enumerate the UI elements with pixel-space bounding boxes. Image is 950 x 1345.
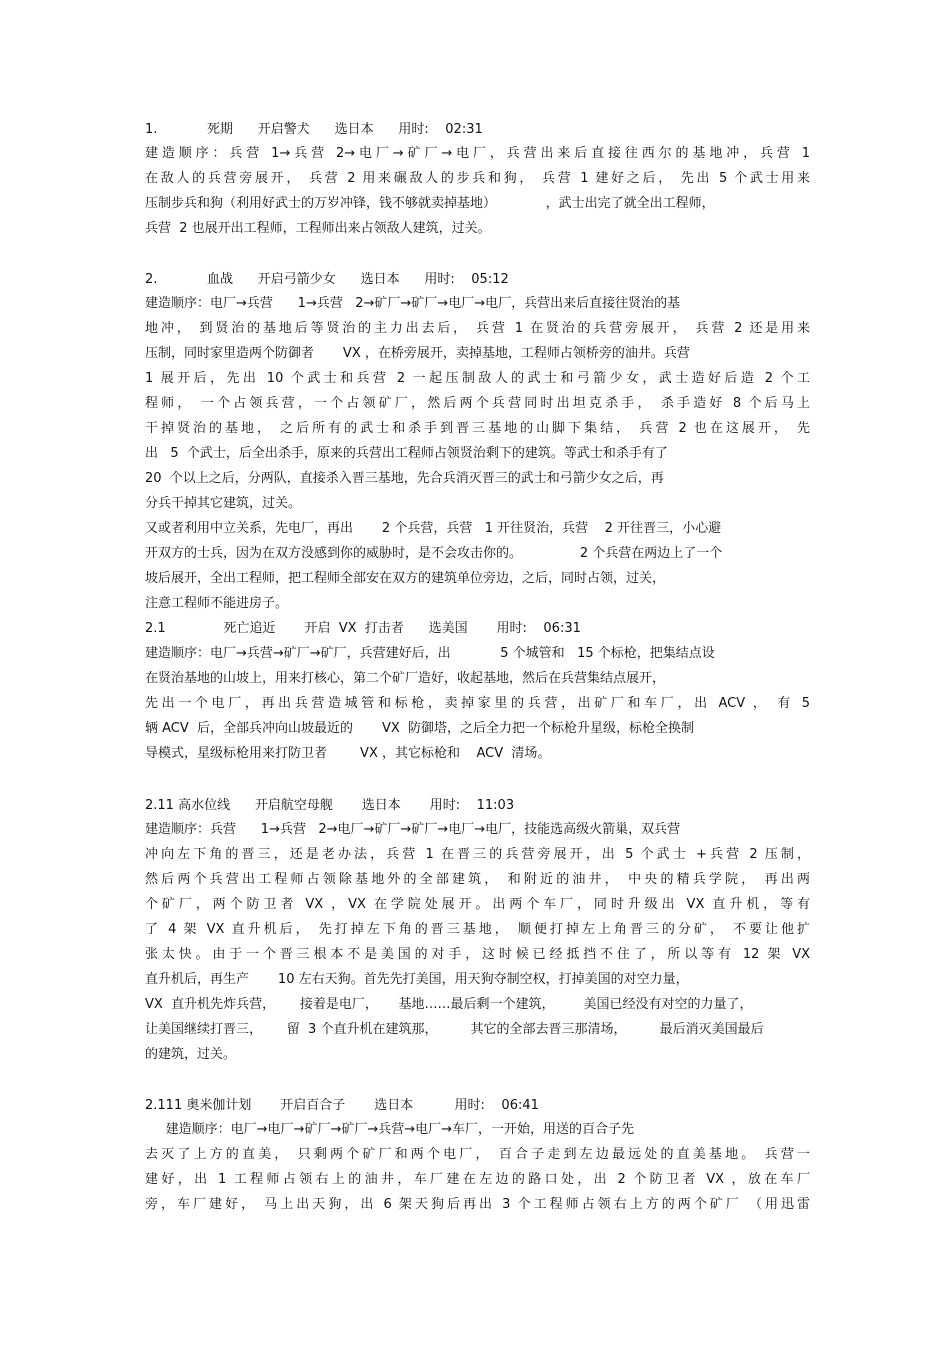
section-1-line: 建造顺序：兵营 1→兵营 2→电厂→矿厂→电厂，兵营出来后直接往西尔的基地冲，兵营 1	[145, 146, 810, 161]
section-2-111-line: 建造顺序：电厂→电厂→矿厂→矿厂→兵营→电厂→车厂，一开始，用送的百合子先	[145, 1122, 635, 1137]
section-2-line: 地冲， 到贤治的基地后等贤治的主力出去后， 兵营 1 在贤治的兵营旁展开， 兵营 2 还是用来	[145, 321, 810, 336]
section-2-1-line: 辆 ACV 后，全部兵冲向山坡最近的 VX 防御塔，之后全力把一个标枪升星级，标枪全换制	[145, 721, 695, 736]
section-2-11-heading: 2.11 高水位线 开启航空母舰 选日本 用时: 11:03	[145, 798, 515, 813]
section-2-1-line: 在贤治基地的山坡上，用来打核心，第二个矿厂造好，收起基地，然后在兵营集结点展开，	[145, 671, 666, 686]
section-1-line: 兵营 2 也展开出工程师，工程师出来占领敌人建筑，过关。	[145, 221, 491, 236]
section-2-line: 又或者利用中立关系，先电厂，再出 2 个兵营，兵营 1 开往贤治，兵营 2 开往晋三，小心避	[145, 521, 722, 536]
section-2-11-line: VX 直升机先炸兵营， 接着是电厂， 基地……最后剩一个建筑， 美国已经没有对空的力量了，	[145, 997, 753, 1012]
section-2-line: 分兵干掉其它建筑，过关。	[145, 496, 302, 511]
section-2-line: 注意工程师不能进房子。	[145, 596, 289, 611]
section-2-11-line: 让美国继续打晋三， 留 3 个直升机在建筑那， 其它的全部去晋三那清场， 最后消灭美国最后	[145, 1022, 764, 1037]
section-1-heading: 1. 死期 开启警犬 选日本 用时: 02:31	[145, 122, 483, 137]
section-2-1-line: 导模式，星级标枪用来打防卫者 VX ，其它标枪和 ACV 清场。	[145, 746, 551, 761]
section-2-11-line: 张太快。由于一个晋三根本不是美国的对手，这时候已经抵挡不住了，所以等有 12 架 VX	[145, 947, 810, 962]
section-2-11-line: 冲向左下角的晋三，还是老办法，兵营 1 在晋三的兵营旁展开，出 5 个武士 +兵营 2 压制，	[145, 847, 810, 862]
section-1-line: 在敌人的兵营旁展开， 兵营 2 用来碾敌人的步兵和狗， 兵营 1 建好之后， 先出 5 个武士用来	[145, 171, 810, 186]
section-2-11-line: 的建筑，过关。	[145, 1047, 237, 1062]
section-2-line: 程师， 一个占领兵营，一个占领矿厂，然后两个兵营同时出坦克杀手， 杀手造好 8 个后马上	[145, 396, 810, 411]
section-2-line: 坡后展开，全出工程师，把工程师全部安在双方的建筑单位旁边，之后，同时占领，过关，	[145, 571, 666, 586]
section-2-111-line: 旁，车厂建好， 马上出天狗，出 6 架天狗后再出 3 个工程师占领右上方的两个矿厂 （用迅雷	[145, 1197, 810, 1212]
section-2-1-line: 建造顺序：电厂→兵营→矿厂→矿厂，兵营建好后，出 5 个城管和 15 个标枪，把集结点设	[145, 646, 715, 661]
section-2-111-heading: 2.111 奥米伽计划 开启百合子 选日本 用时: 06:41	[145, 1098, 539, 1113]
section-2-1-line: 先出一个电厂，再出兵营造城管和标枪，卖掉家里的兵营，出矿厂和车厂，出 ACV ， 有 5	[145, 696, 810, 711]
section-2-line: 建造顺序：电厂→兵营 1→兵营 2→矿厂→矿厂→电厂→电厂，兵营出来后直接往贤治的基	[145, 296, 681, 311]
section-2-11-line: 个矿厂，两个防卫者 VX ，VX 在学院处展开。出两个车厂，同时升级出 VX 直升机，等有	[145, 897, 810, 912]
section-2-11-line: 了 4 架 VX 直升机后， 先打掉左下角的晋三基地， 顺便打掉左上角晋三的分矿， 不要让他扩	[145, 922, 810, 937]
section-2-line: 20 个以上之后，分两队，直接杀入晋三基地，先合兵消灭晋三的武士和弓箭少女之后，再	[145, 471, 664, 486]
section-2-11-line: 建造顺序：兵营 1→兵营 2→电厂→矿厂→矿厂→电厂→电厂，技能选高级火箭巢，双兵营	[145, 822, 681, 837]
section-2-line: 干掉贤治的基地， 之后所有的武士和杀手到晋三基地的山脚下集结， 兵营 2 也在这展开， 先	[145, 421, 810, 436]
section-2-111-line: 建好，出 1 工程师占领右上的油井，车厂建在左边的路口处，出 2 个防卫者 VX ，放在车厂	[145, 1172, 810, 1187]
section-2-1-heading: 2.1 死亡追近 开启 VX 打击者 选美国 用时: 06:31	[145, 621, 581, 636]
section-2-11-line: 然后两个兵营出工程师占领除基地外的全部建筑， 和附近的油井， 中央的精兵学院， 再出两	[145, 872, 810, 887]
section-2-line: 开双方的士兵，因为在双方没感到你的威胁时，是不会攻击你的。 2 个兵营在两边上了一个	[145, 546, 723, 561]
section-2-line: 压制，同时家里造两个防御者 VX ，在桥旁展开，卖掉基地，工程师占领桥旁的油井。兵营	[145, 346, 690, 361]
section-2-line: 1 展开后，先出 10 个武士和兵营 2 一起压制敌人的武士和弓箭少女，武士造好后造 2 个工	[145, 371, 810, 386]
section-1-line: 压制步兵和狗（利用好武士的万岁冲锋，钱不够就卖掉基地） ，武士出完了就全出工程师，	[145, 196, 715, 211]
section-2-111-line: 去灭了上方的直美， 只剩两个矿厂和两个电厂， 百合子走到左边最远处的直美基地。 兵营一	[145, 1147, 810, 1162]
section-2-heading: 2. 血战 开启弓箭少女 选日本 用时: 05:12	[145, 272, 509, 287]
section-2-11-line: 直升机后，再生产 10 左右天狗。首先先打美国，用天狗夺制空权，打掉美国的对空力量，	[145, 972, 689, 987]
section-2-line: 出 5 个武士，后全出杀手，原来的兵营出工程师占领贤治剩下的建筑。等武士和杀手有了	[145, 446, 668, 461]
